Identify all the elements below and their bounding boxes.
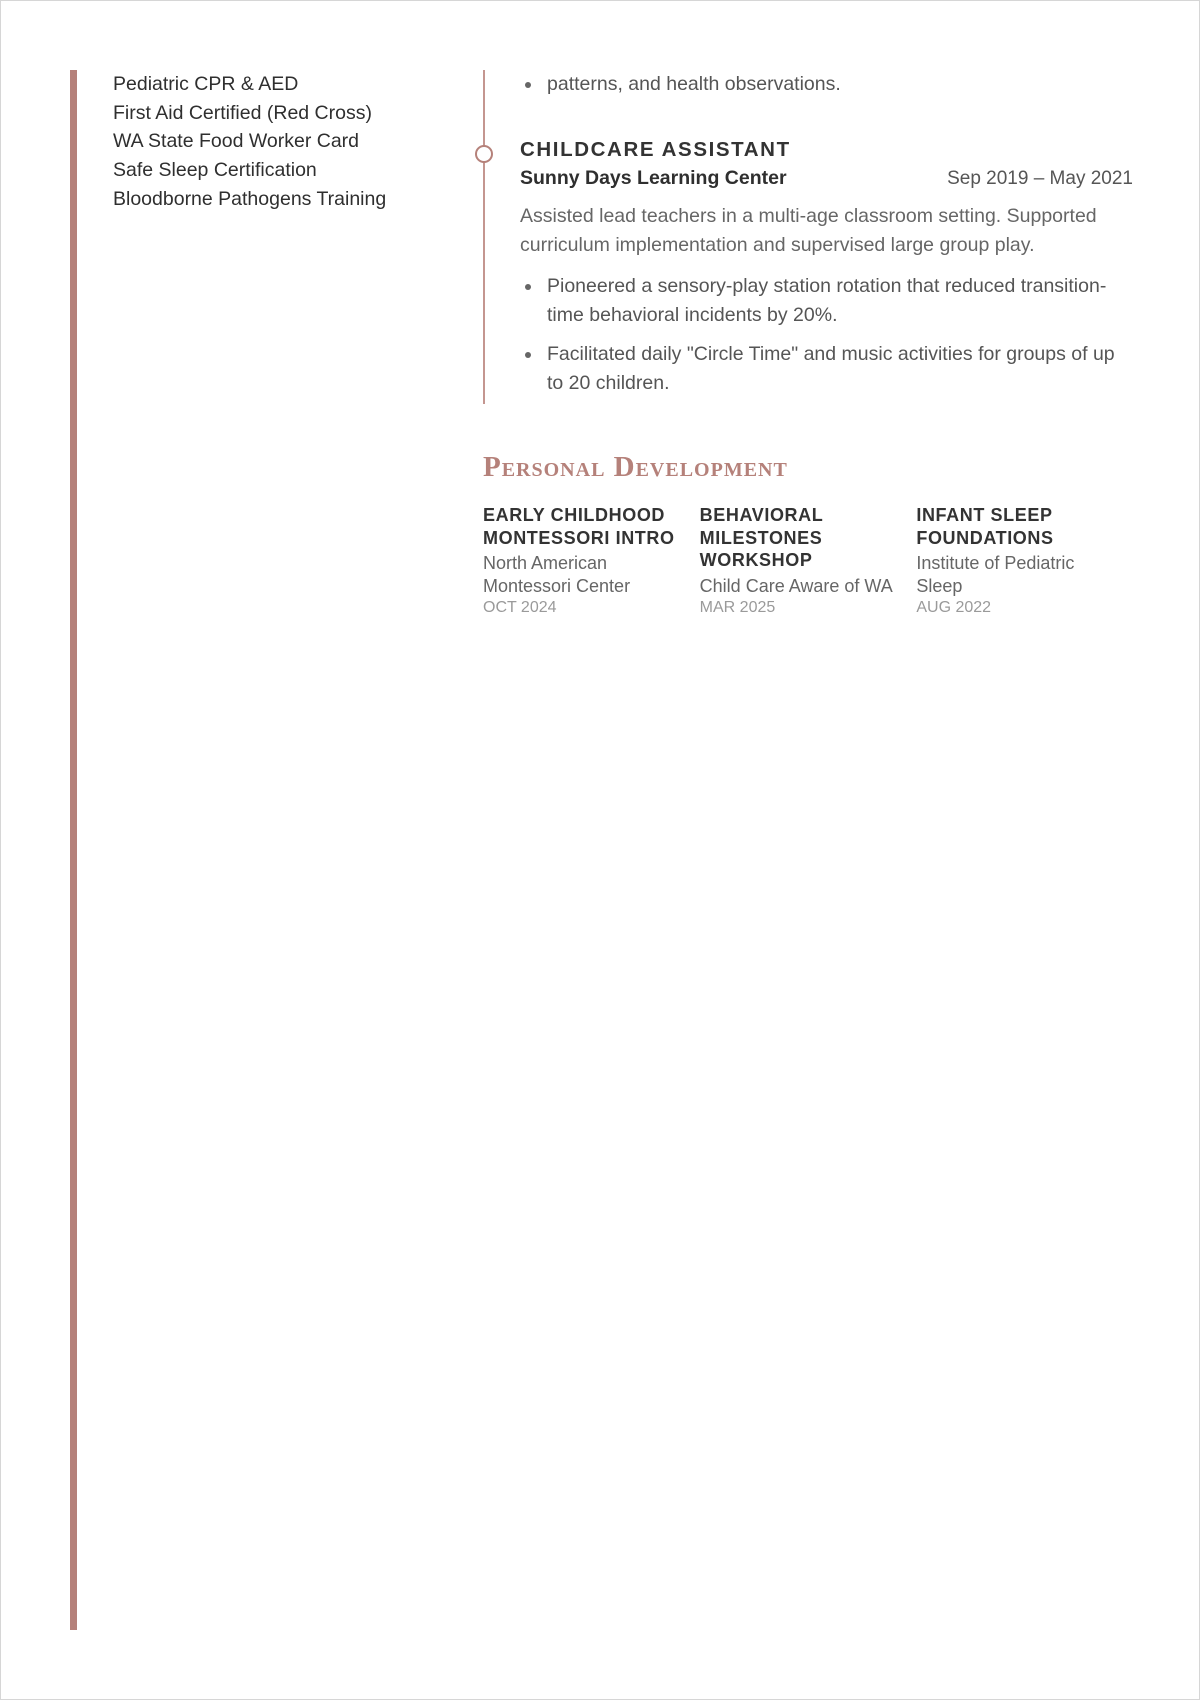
development-title: EARLY CHILDHOOD MONTESSORI INTRO (483, 505, 675, 548)
job-dates: Sep 2019 – May 2021 (947, 168, 1133, 189)
development-organization: Child Care Aware of WA (699, 575, 893, 596)
timeline-node-icon (475, 145, 493, 163)
bullet-item: Pioneered a sensory-play station rotation that reduced transition-time behavioral incidents by 20%. (520, 272, 1133, 330)
development-title: INFANT SLEEP FOUNDATIONS (916, 505, 1054, 548)
job-description: Assisted lead teachers in a multi-age classroom setting. Supported curriculum implementation and supervised large group play. (520, 205, 1097, 256)
job-meta (520, 165, 1133, 192)
development-title: BEHAVIORAL MILESTONES WORKSHOP (699, 505, 824, 570)
development-date: OCT 2024 (483, 599, 557, 616)
job-entry (520, 137, 1133, 398)
job-organization: Sunny Days Learning Center (520, 167, 787, 189)
previous-job-bullets (520, 70, 1133, 99)
development-item (916, 504, 1133, 618)
development-organization: Institute of Pediatric Sleep (916, 553, 1075, 596)
bullet-item: Facilitated daily "Circle Time" and music activities for groups of up to 20 children. (520, 340, 1133, 398)
development-item (483, 504, 700, 618)
job-title: CHILDCARE ASSISTANT (520, 138, 791, 161)
section-title-personal-development: Personal Development (483, 451, 788, 483)
personal-development-grid (483, 504, 1133, 618)
experience-timeline (483, 70, 1133, 404)
bullet-item: patterns, and health observations. (520, 70, 1133, 99)
certification-item: First Aid Certified (Red Cross) (113, 101, 372, 124)
development-date: MAR 2025 (699, 599, 776, 616)
right-column (483, 70, 1133, 618)
left-column (113, 70, 453, 214)
certification-item: WA State Food Worker Card (113, 130, 360, 153)
development-organization: North American Montessori Center (483, 553, 631, 596)
timeline-line (483, 70, 485, 404)
certification-item: Pediatric CPR & AED (113, 73, 299, 95)
job-bullets (520, 272, 1133, 398)
development-item (700, 504, 917, 618)
accent-sidebar-bar (70, 70, 77, 1630)
certification-item: Bloodborne Pathogens Training (113, 187, 387, 210)
certification-item: Safe Sleep Certification (113, 159, 317, 182)
certification-list (113, 70, 453, 214)
development-date: AUG 2022 (916, 599, 992, 616)
